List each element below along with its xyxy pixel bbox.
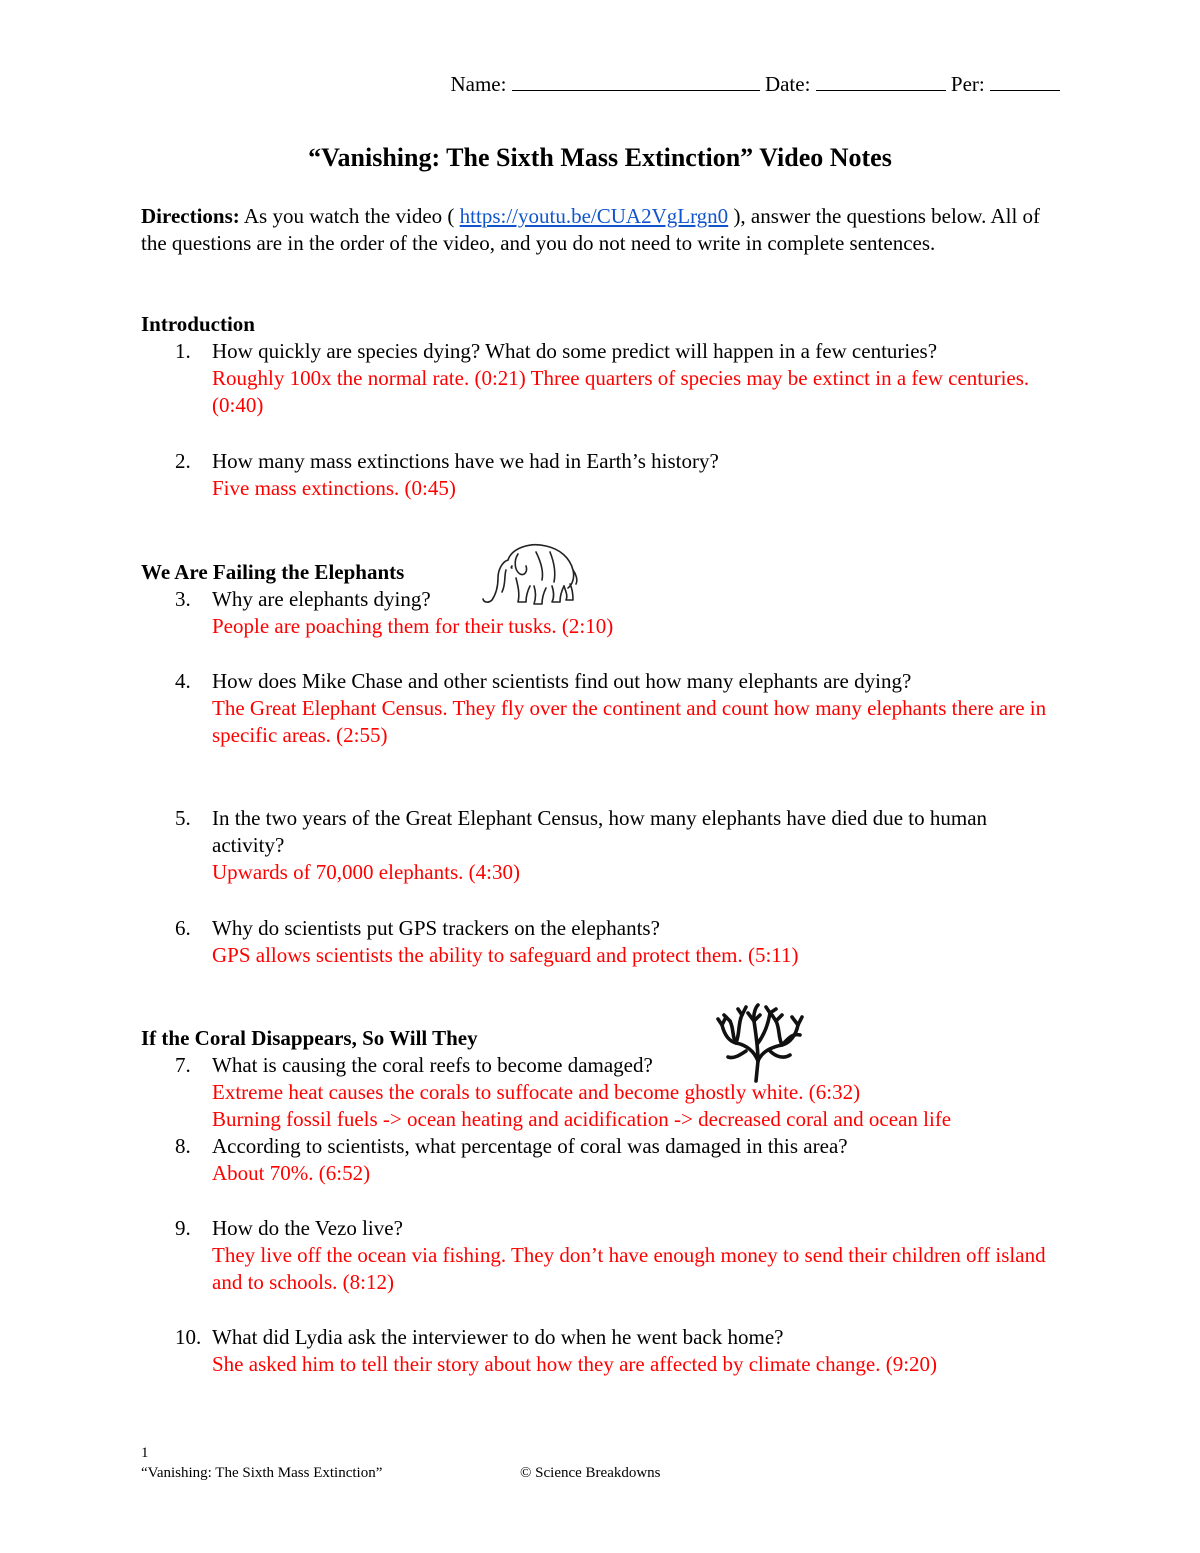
coral-icon — [716, 1003, 804, 1083]
footer-doc-title: “Vanishing: The Sixth Mass Extinction” — [141, 1465, 383, 1481]
question-item — [141, 805, 1071, 886]
question-item — [141, 1215, 1071, 1296]
answer-text: GPS allows scientists the ability to safeguard and protect them. (5:11) — [212, 943, 799, 967]
question-text: What is causing the coral reefs to become damaged? — [212, 1053, 653, 1077]
question-text: Why are elephants dying? — [212, 587, 431, 611]
question-text: In the two years of the Great Elephant Census, how many elephants have died due to human activity? — [212, 806, 988, 857]
question-number: 3. — [175, 587, 191, 611]
answer-text: She asked him to tell their story about how they are affected by climate change. (9:20) — [212, 1352, 938, 1376]
answer-text: People are poaching them for their tusks. (2:10) — [212, 614, 614, 638]
question-text: What did Lydia ask the interviewer to do when he went back home? — [212, 1325, 784, 1349]
question-text: According to scientists, what percentage of coral was damaged in this area? — [212, 1134, 848, 1158]
directions-text-before: As you watch the video ( — [243, 204, 455, 228]
section-introduction — [141, 311, 1071, 502]
date-blank[interactable] — [816, 72, 946, 91]
page-title: “Vanishing: The Sixth Mass Extinction” Video Notes — [308, 143, 892, 172]
question-text: Why do scientists put GPS trackers on the elephants? — [212, 916, 660, 940]
answer-text: Five mass extinctions. (0:45) — [212, 476, 456, 500]
question-number: 5. — [175, 806, 191, 830]
video-link[interactable]: https://youtu.be/CUA2VgLrgn0 — [459, 204, 729, 228]
question-text: How do the Vezo live? — [212, 1216, 403, 1240]
question-number: 2. — [175, 449, 191, 473]
directions-text-after: ), answer the questions below. All of the questions are in the order of the video, and you do not need to write in complete sentences. — [141, 204, 1041, 255]
answer-text: Extreme heat causes the corals to suffocate and become ghostly white. (6:32) — [212, 1080, 861, 1104]
question-number: 9. — [175, 1216, 191, 1240]
question-item — [141, 668, 1071, 749]
section-title: We Are Failing the Elephants — [141, 560, 405, 584]
answer-text: About 70%. (6:52) — [212, 1161, 371, 1185]
footer-copyright: © Science Breakdowns — [520, 1465, 661, 1481]
name-label: Name: — [450, 72, 507, 96]
question-item — [141, 1052, 1071, 1133]
section-title: If the Coral Disappears, So Will They — [141, 1026, 478, 1050]
question-number: 6. — [175, 916, 191, 940]
footer — [141, 1443, 382, 1483]
elephant-icon — [478, 540, 580, 610]
question-number: 4. — [175, 669, 191, 693]
question-number: 7. — [175, 1053, 191, 1077]
question-item — [141, 448, 1071, 502]
period-blank[interactable] — [990, 72, 1060, 91]
question-number: 10. — [175, 1325, 202, 1349]
answer-text-2: Burning fossil fuels -> ocean heating and acidification -> decreased coral and ocean life — [212, 1107, 952, 1131]
question-number: 8. — [175, 1134, 191, 1158]
question-text: How many mass extinctions have we had in Earth’s history? — [212, 449, 719, 473]
name-blank[interactable] — [512, 72, 760, 91]
question-item — [141, 915, 1071, 969]
per-label: Per: — [950, 72, 985, 96]
student-info-line — [450, 72, 1060, 97]
section-elephants — [141, 559, 1071, 969]
question-item — [141, 586, 1071, 640]
question-item — [141, 1324, 1071, 1378]
answer-text: They live off the ocean via fishing. They don’t have enough money to send their children off island and to schools. (8:12) — [212, 1243, 1046, 1294]
question-text: How quickly are species dying? What do some predict will happen in a few centuries? — [212, 339, 938, 363]
question-item — [141, 338, 1071, 419]
directions-label: Directions: — [141, 204, 240, 228]
answer-text: Roughly 100x the normal rate. (0:21) Three quarters of species may be extinct in a few centuries. (0:40) — [212, 366, 1030, 417]
question-text: How does Mike Chase and other scientists find out how many elephants are dying? — [212, 669, 912, 693]
directions — [141, 203, 1066, 257]
page-number: 1 — [141, 1445, 149, 1461]
section-title: Introduction — [141, 312, 255, 336]
question-item — [141, 1133, 1071, 1187]
section-coral — [141, 1025, 1071, 1378]
question-number: 1. — [175, 339, 191, 363]
answer-text: The Great Elephant Census. They fly over the continent and count how many elephants there are in specific areas. (2:55) — [212, 696, 1047, 747]
date-label: Date: — [764, 72, 811, 96]
answer-text: Upwards of 70,000 elephants. (4:30) — [212, 860, 520, 884]
